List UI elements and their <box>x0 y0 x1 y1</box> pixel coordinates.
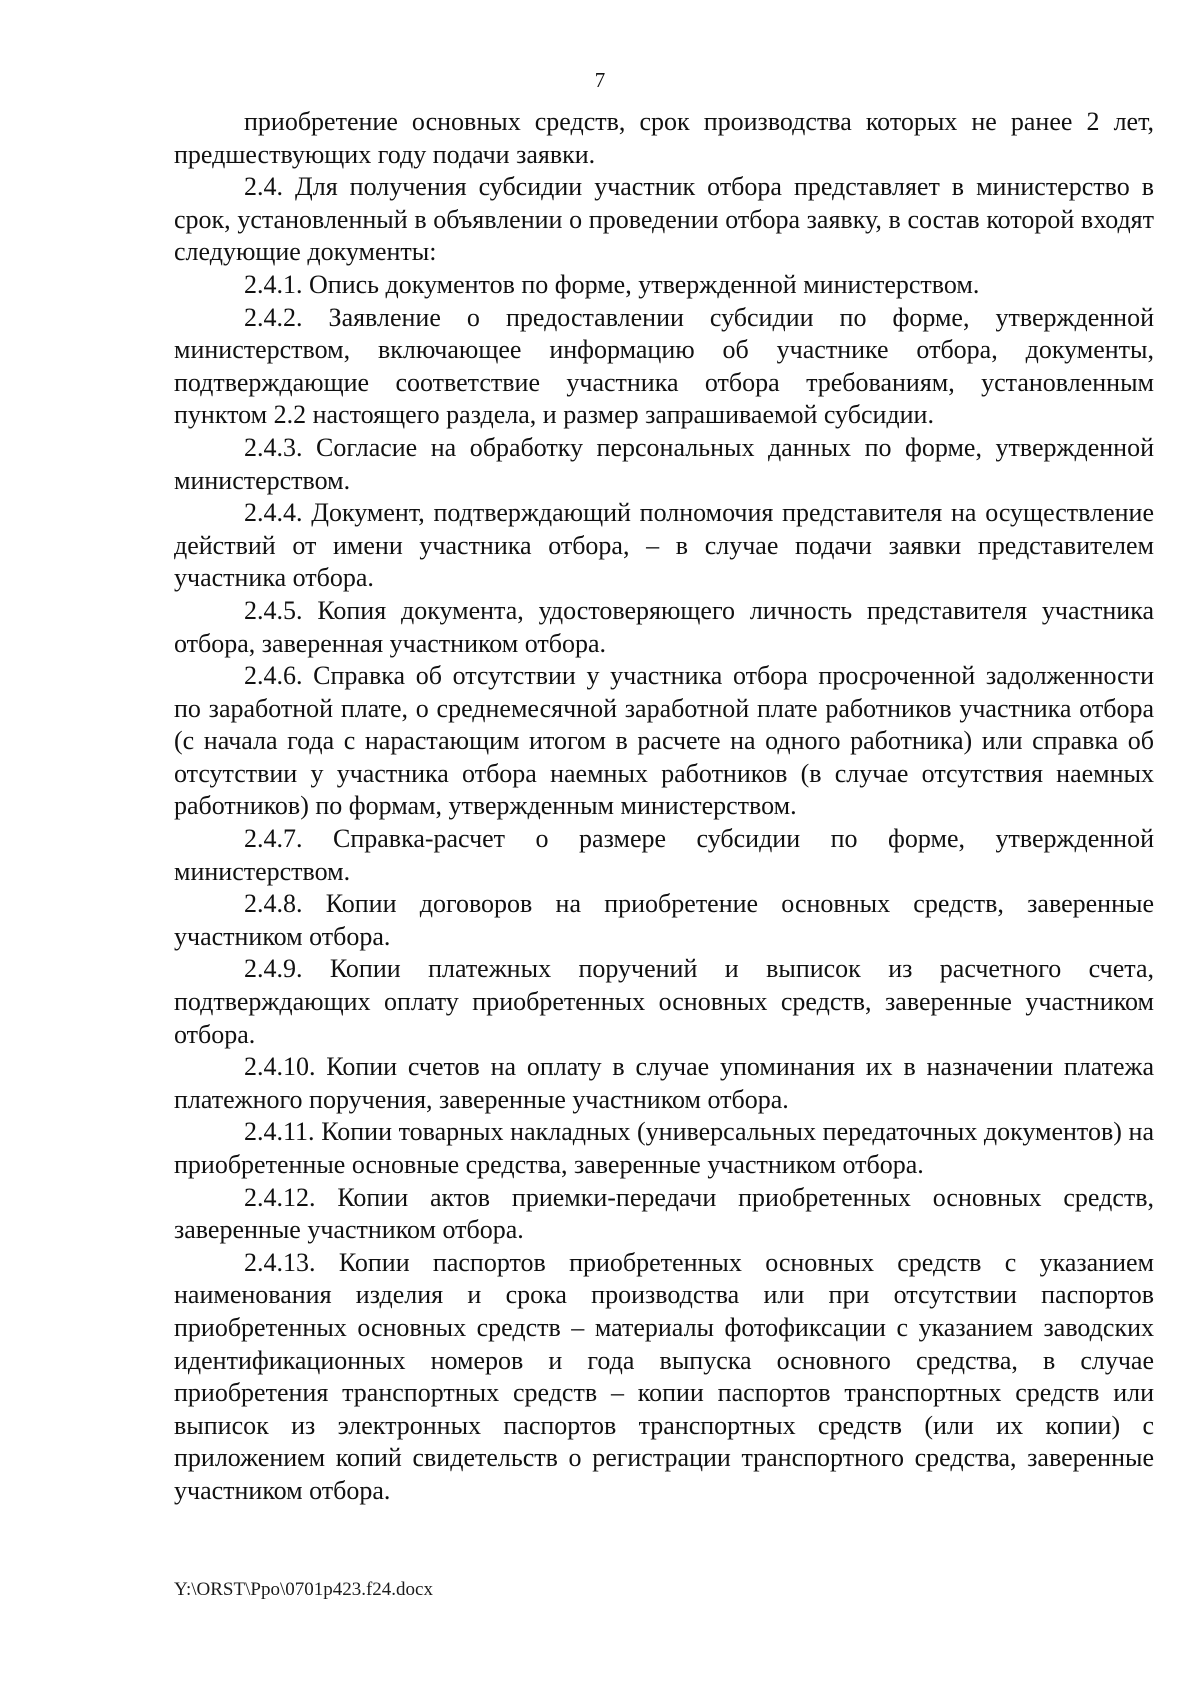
paragraph-2-4-12: 2.4.12. Копии актов приемки-передачи приобретенных основных средств, заверенные участником отбора. <box>174 1182 1154 1245</box>
paragraph-2-4-4: 2.4.4. Документ, подтверждающий полномочия представителя на осуществление действий от имени участника отбора, – в случае подачи заявки представителем участника отбора. <box>174 498 1154 593</box>
document-body <box>174 106 1154 1508</box>
paragraph-2-4-13: 2.4.13. Копии паспортов приобретенных основных средств с указанием наименования изделия и срока производства или при отсутствии паспортов приобретенных основных средств – материалы фотофиксации с указанием заводских идентификационных номеров и года выпуска основного средства, в случае приобретения транспортных средств – копии паспортов транспортных средств или выписок из электронных паспортов транспортных средств (или их копии) с приложением копий свидетельств о регистрации транспортного средства, заверенные участником отбора. <box>174 1247 1154 1505</box>
paragraph-intro-continuation: приобретение основных средств, срок производства которых не ранее 2 лет, предшествующих году подачи заявки. <box>174 107 1154 169</box>
footer-file-path: Y:\ORST\Ppo\0701p423.f24.docx <box>174 1579 433 1600</box>
paragraph-2-4-5: 2.4.5. Копия документа, удостоверяющего личность представителя участника отбора, заверенная участником отбора. <box>174 595 1154 658</box>
paragraph-2-4-11: 2.4.11. Копии товарных накладных (универсальных передаточных документов) на приобретенные основные средства, заверенные участником отбора. <box>174 1117 1154 1179</box>
paragraph-2-4-3: 2.4.3. Согласие на обработку персональных данных по форме, утвержденной министерством. <box>174 432 1154 495</box>
paragraph-2-4-9: 2.4.9. Копии платежных поручений и выписок из расчетного счета, подтверждающих оплату приобретенных основных средств, заверенные участником отбора. <box>174 954 1154 1049</box>
paragraph-2-4-8: 2.4.8. Копии договоров на приобретение основных средств, заверенные участником отбора. <box>174 889 1154 951</box>
paragraph-2-4-7: 2.4.7. Справка-расчет о размере субсидии по форме, утвержденной министерством. <box>174 824 1154 886</box>
paragraph-2-4-6: 2.4.6. Справка об отсутствии у участника отбора просроченной задолженности по заработной плате, о среднемесячной заработной плате работников участника отбора (с начала года с нарастающим итогом в расчете на одного работника) или справка об отсутствии у участника отбора наемных работников (в случае отсутствия наемных работников) по формам, утвержденным министерством. <box>174 661 1154 821</box>
paragraph-2-4: 2.4. Для получения субсидии участник отбора представляет в министерство в срок, установленный в объявлении о проведении отбора заявку, в состав которой входят следующие документы: <box>174 172 1154 267</box>
page-number: 7 <box>594 68 606 92</box>
paragraph-2-4-2: 2.4.2. Заявление о предоставлении субсидии по форме, утвержденной министерством, включающее информацию об участнике отбора, документы, подтверждающие соответствие участника отбора требованиям, установленным пунктом 2.2 настоящего раздела, и размер запрашиваемой субсидии. <box>174 302 1154 430</box>
paragraph-2-4-10: 2.4.10. Копии счетов на оплату в случае упоминания их в назначении платежа платежного поручения, заверенные участником отбора. <box>174 1052 1154 1114</box>
paragraph-2-4-1: 2.4.1. Опись документов по форме, утвержденной министерством. <box>244 269 980 299</box>
